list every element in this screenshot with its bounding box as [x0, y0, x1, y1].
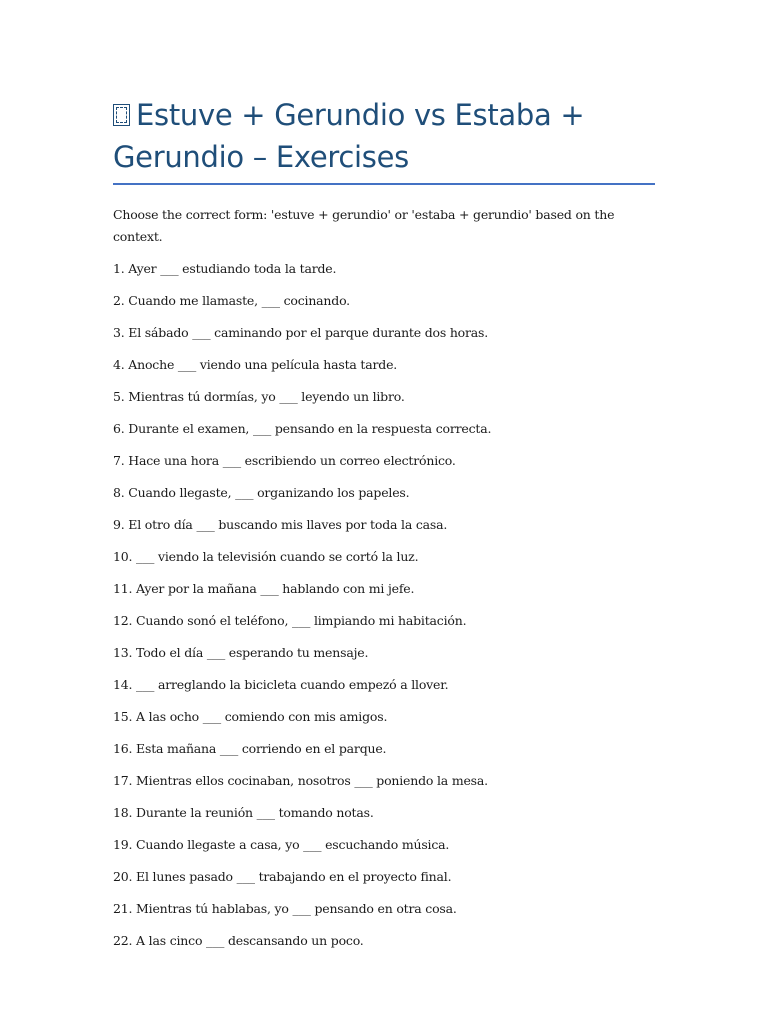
title-underline — [113, 183, 655, 185]
exercise-item: 11. Ayer por la mañana ___ hablando con mi jefe. — [113, 581, 415, 596]
exercise-item: 7. Hace una hora ___ escribiendo un correo electrónico. — [113, 453, 456, 468]
exercise-item: 20. El lunes pasado ___ trabajando en el proyecto final. — [113, 869, 452, 884]
instructions-text: Choose the correct form: 'estuve + gerundio' or 'estaba + gerundio' based on the context. — [113, 207, 615, 244]
exercise-item: 1. Ayer ___ estudiando toda la tarde. — [113, 261, 337, 276]
exercise-item: 9. El otro día ___ buscando mis llaves por toda la casa. — [113, 517, 448, 532]
document-body — [113, 204, 655, 952]
page-title-text: Estuve + Gerundio vs Estaba + Gerundio – Exercises — [113, 98, 585, 174]
placeholder-box-icon — [113, 104, 130, 126]
exercise-item: 14. ___ arreglando la bicicleta cuando empezó a llover. — [113, 677, 449, 692]
exercise-item: 8. Cuando llegaste, ___ organizando los papeles. — [113, 485, 410, 500]
exercise-item: 2. Cuando me llamaste, ___ cocinando. — [113, 293, 350, 308]
exercise-item: 18. Durante la reunión ___ tomando notas. — [113, 805, 374, 820]
document-page — [113, 94, 655, 952]
exercise-item: 4. Anoche ___ viendo una película hasta tarde. — [113, 357, 398, 372]
exercise-item: 13. Todo el día ___ esperando tu mensaje. — [113, 645, 369, 660]
page-title — [113, 94, 655, 178]
exercise-item: 6. Durante el examen, ___ pensando en la respuesta correcta. — [113, 421, 492, 436]
exercise-item: 19. Cuando llegaste a casa, yo ___ escuchando música. — [113, 837, 450, 852]
exercise-item: 21. Mientras tú hablabas, yo ___ pensando en otra cosa. — [113, 901, 457, 916]
exercise-item: 16. Esta mañana ___ corriendo en el parque. — [113, 741, 387, 756]
exercise-item: 12. Cuando sonó el teléfono, ___ limpiando mi habitación. — [113, 613, 467, 628]
exercise-item: 15. A las ocho ___ comiendo con mis amigos. — [113, 709, 388, 724]
exercise-item: 3. El sábado ___ caminando por el parque durante dos horas. — [113, 325, 489, 340]
exercise-item: 17. Mientras ellos cocinaban, nosotros ___ poniendo la mesa. — [113, 773, 488, 788]
exercise-item: 5. Mientras tú dormías, yo ___ leyendo un libro. — [113, 389, 405, 404]
exercise-item: 22. A las cinco ___ descansando un poco. — [113, 933, 364, 948]
exercise-item: 10. ___ viendo la televisión cuando se cortó la luz. — [113, 549, 419, 564]
exercise-list — [113, 258, 655, 952]
